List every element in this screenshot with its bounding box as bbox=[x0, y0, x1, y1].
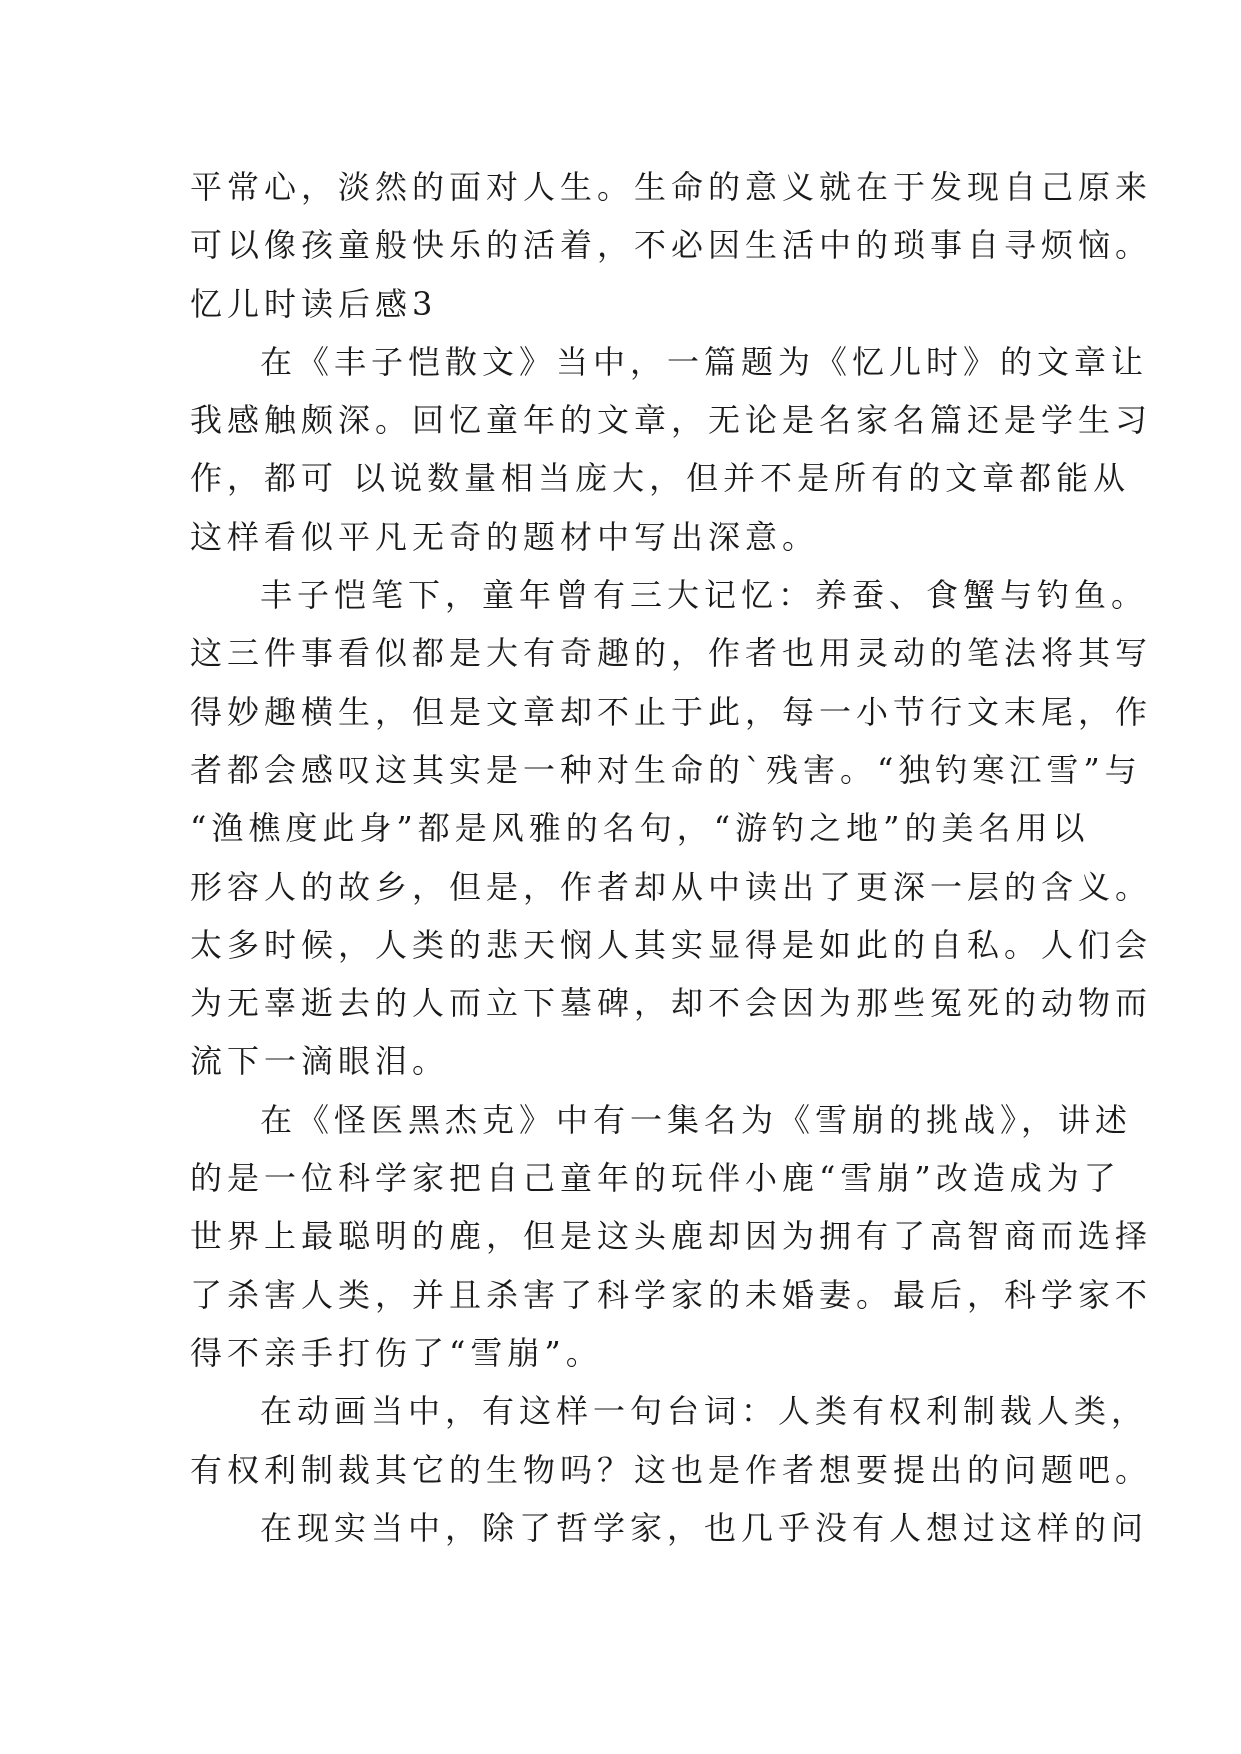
text-line: 可以像孩童般快乐的活着，不必因生活中的琐事自寻烦恼。 bbox=[190, 226, 1153, 265]
text-line: 形容人的故乡，但是，作者却从中读出了更深一层的含义。 bbox=[190, 867, 1153, 906]
text-line: 在《丰子恺散文》当中，一篇题为《忆儿时》的文章让 bbox=[260, 342, 1149, 381]
text-line: 平常心，淡然的面对人生。生命的意义就在于发现自己原来 bbox=[190, 168, 1153, 206]
text-line: 太多时候，人类的悲天悯人其实显得是如此的自私。人们会 bbox=[190, 925, 1153, 964]
text-line: 丰子恺笔下，童年曾有三大记忆：养蚕、食蟹与钓鱼。 bbox=[260, 576, 1149, 615]
text-line: 在《怪医黑杰克》中有一集名为《雪崩的挑战》，讲述 bbox=[260, 1100, 1133, 1139]
text-line: 在动画当中，有这样一句台词：人类有权利制裁人类， bbox=[260, 1392, 1149, 1431]
text-line: 了杀害人类，并且杀害了科学家的未婚妻。最后，科学家不 bbox=[190, 1275, 1153, 1314]
text-line: 流下一滴眼泪。 bbox=[190, 1042, 450, 1081]
text-line: 这样看似平凡无奇的题材中写出深意。 bbox=[190, 517, 820, 556]
text-line: 作，都可 以说数量相当庞大，但并不是所有的文章都能从 bbox=[190, 459, 1131, 498]
text-line: 的是一位科学家把自己童年的玩伴小鹿“雪崩”改造成为了 bbox=[190, 1159, 1121, 1198]
text-line: 在现实当中，除了哲学家，也几乎没有人想过这样的问 bbox=[260, 1508, 1149, 1547]
text-line: 得妙趣横生，但是文章却不止于此，每一小节行文末尾，作 bbox=[190, 692, 1153, 731]
text-line: 者都会感叹这其实是一种对生命的`残害。“独钓寒江雪”与 bbox=[190, 750, 1142, 789]
text-line: 我感触颇深。回忆童年的文章，无论是名家名篇还是学生习 bbox=[190, 401, 1153, 440]
body-text bbox=[190, 158, 1153, 1557]
section-heading: 忆儿时读后感3 bbox=[190, 284, 438, 323]
text-line: 这三件事看似都是大有奇趣的，作者也用灵动的笔法将其写 bbox=[190, 634, 1153, 673]
text-line: “渔樵度此身”都是风雅的名句，“游钓之地”的美名用以 bbox=[190, 809, 1090, 848]
text-line: 得不亲手打伤了“雪崩”。 bbox=[190, 1333, 603, 1372]
text-line: 为无辜逝去的人而立下墓碑，却不会因为那些冤死的动物而 bbox=[190, 984, 1153, 1023]
text-line: 世界上最聪明的鹿，但是这头鹿却因为拥有了高智商而选择 bbox=[190, 1217, 1153, 1256]
text-line: 有权利制裁其它的生物吗？这也是作者想要提出的问题吧。 bbox=[190, 1450, 1153, 1489]
